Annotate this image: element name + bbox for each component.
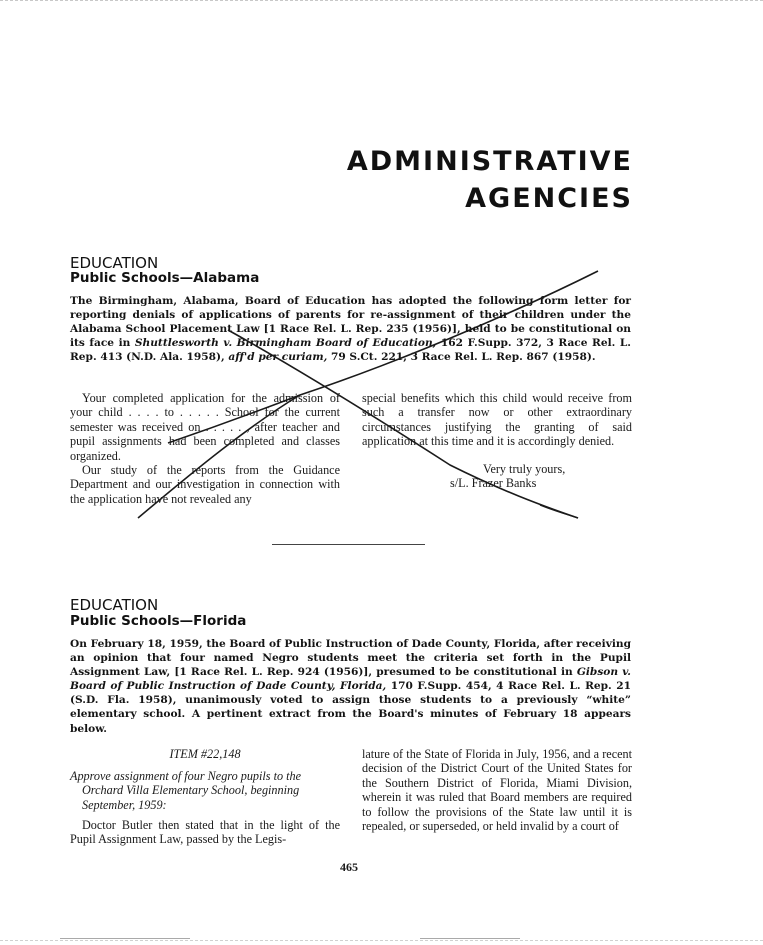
section-divider bbox=[272, 544, 425, 545]
letter-signature: s/L. Frazer Banks bbox=[450, 476, 537, 490]
alabama-headnote-text-3: 79 S.Ct. 221, 3 Race Rel. L. Rep. 867 (1958). bbox=[327, 351, 596, 364]
minutes-right-column bbox=[362, 747, 632, 833]
item-description bbox=[70, 769, 340, 812]
section-heading-education-alabama: EDUCATION bbox=[70, 254, 159, 272]
page-title-line-2: AGENCIES bbox=[465, 183, 633, 214]
item-description-line-1: Approve assignment of four Negro pupils to the bbox=[70, 769, 301, 783]
florida-headnote-text-1: On February 18, 1959, the Board of Public Instruction of Dade County, Florida, after receiving an opinion that four named Negro students meet the criteria set forth in the Pupil Assignment Law, [1 Race Rel. L. Rep. 924 (1956)], presumed to be constitutional in bbox=[70, 638, 631, 679]
florida-case-name: Gibson v. Board of Public Instruction of Dade County, Florida, bbox=[70, 666, 631, 693]
alabama-case-name: Shuttlesworth v. Birmingham Board of Education, bbox=[134, 337, 437, 350]
letter-paragraph-2: Our study of the reports from the Guidance Department and our investigation in connection with the application have not revealed any bbox=[70, 463, 340, 506]
section-subheading-alabama: Public Schools—Alabama bbox=[70, 270, 260, 286]
footer-rule-right bbox=[420, 938, 520, 939]
alabama-headnote-text-2: 162 F.Supp. 372, 3 Race Rel. L. Rep. 413 (N.D. Ala. 1958), bbox=[70, 337, 631, 364]
section-heading-education-florida: EDUCATION bbox=[70, 596, 159, 614]
item-description-line-2: Orchard Villa Elementary School, beginning bbox=[82, 783, 300, 798]
alabama-affd-phrase: aff'd per curiam, bbox=[228, 351, 328, 364]
section-subheading-florida: Public Schools—Florida bbox=[70, 613, 247, 629]
page-title-line-1: ADMINISTRATIVE bbox=[346, 146, 633, 177]
letter-right-column bbox=[362, 391, 632, 449]
top-scan-border bbox=[0, 0, 763, 1]
bottom-scan-border bbox=[0, 940, 763, 941]
alabama-headnote bbox=[70, 294, 631, 364]
item-number-heading: ITEM #22,148 bbox=[169, 747, 241, 761]
alabama-headnote-text-1: The Birmingham, Alabama, Board of Education has adopted the following form letter for reporting denials of applications of parents for re-assignment of their children under the Alabama School Placement Law [1 Race Rel. L. Rep. 235 (1956)], held to be constitutional on its face in bbox=[70, 295, 631, 350]
florida-headnote-text-2: 170 F.Supp. 454, 4 Race Rel. L. Rep. 21 (S.D. Fla. 1958), unanimously voted to assign those students to a previously “white” elementary school. A pertinent extract from the Board's minutes of February 18 appears below. bbox=[70, 680, 631, 735]
minutes-left-column bbox=[70, 818, 340, 847]
minutes-paragraph-1: Doctor Butler then stated that in the light of the Pupil Assignment Law, passed by the Legis- bbox=[70, 818, 340, 847]
page-number: 465 bbox=[340, 860, 358, 874]
letter-closing: Very truly yours, bbox=[483, 462, 566, 476]
florida-headnote bbox=[70, 637, 631, 736]
letter-paragraph-1: Your completed application for the admission of your child . . . . to . . . . . School for the current semester was received on . . . . . , after teacher and pupil assignments had been completed and classes organized. bbox=[70, 391, 340, 463]
minutes-paragraph-2: lature of the State of Florida in July, 1956, and a recent decision of the District Court of the United States for the Southern District of Florida, Miami Division, wherein it was ruled that Board members are required to follow the provisions of the State law until it is repealed, or superseded, or held invalid by a court of bbox=[362, 747, 632, 834]
item-description-line-3: September, 1959: bbox=[82, 797, 167, 812]
letter-left-column bbox=[70, 391, 340, 506]
footer-rule-left bbox=[60, 938, 190, 939]
letter-paragraph-3: special benefits which this child would receive from such a transfer now or other extraordinary circumstances justifying the granting of said application at this time and it is accordingly denied. bbox=[362, 391, 632, 449]
page-title bbox=[347, 143, 633, 217]
